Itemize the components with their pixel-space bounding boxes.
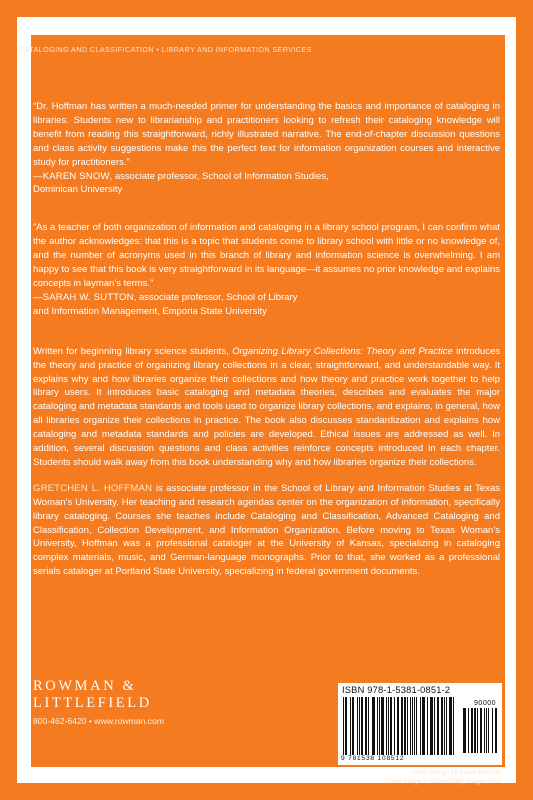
barcode-bar [432,697,433,755]
barcode-bar [414,697,415,755]
endorsement-quote [33,221,500,318]
book-description [33,345,500,470]
back-cover-content [33,100,500,579]
barcode-bar [420,697,421,755]
barcode-bar [446,697,447,755]
publisher-contact: 800-462-6420 • www.rowman.com [33,716,165,726]
price-code: 90000 [474,700,496,707]
barcode-bar [465,708,466,753]
barcode-bar [405,697,406,755]
reviewer-name: —KAREN SNOW [33,170,110,182]
barcode-bar [468,708,469,753]
barcode-bar [383,697,384,755]
isbn-barcode [338,683,502,765]
barcode-bar [463,708,464,753]
quote-attribution [33,291,500,319]
barcode-bar [442,697,443,755]
book-title: Organizing Library Collections: Theory and Practice [232,345,453,357]
cover-image-credit: Cover image © iStock/Getty Images Plus [385,778,501,785]
isbn-number: ISBN 978-1-5381-0851-2 [342,685,451,695]
barcode-bar [374,697,375,755]
barcode-bar [477,708,478,753]
barcode-bar [368,697,369,755]
reviewer-affiliation: , associate professor, School of Library [133,291,298,303]
barcode-bar [486,708,487,753]
publisher-name-line1: ROWMAN & [33,678,137,694]
barcode-bar [451,697,452,755]
barcode-bar [381,697,382,755]
barcode-bar [450,697,451,755]
barcode-bar [365,697,366,755]
price-barcode-bars [463,708,497,753]
barcode-bar [438,697,439,755]
endorsement-quote [33,100,500,197]
barcode-bar [361,697,362,755]
barcode-bar [343,697,344,755]
barcode-bar [427,697,428,755]
barcode-bar [423,697,424,755]
barcode-bar [350,697,351,755]
barcode-bar [495,708,496,753]
barcode-bar [480,708,481,753]
barcode-bar [488,708,489,753]
barcode-bar [398,697,399,755]
barcode-bar [437,697,438,755]
author-bio [33,482,500,579]
barcode-bar [481,708,482,753]
barcode-bar [453,697,454,755]
barcode-bar [366,697,367,755]
barcode-bar [407,697,408,755]
barcode-bar [404,697,405,755]
barcode-bar [377,697,378,755]
barcode-bar [441,697,442,755]
description-intro: Written for beginning library science students, [33,345,233,357]
barcode-bar [430,697,431,755]
barcode-bar [386,697,387,755]
barcode-bar [464,708,465,753]
publisher-block [33,678,164,726]
barcode-bar [496,708,497,753]
barcode-bar [379,697,380,755]
barcode-bar [388,697,389,755]
barcode-bar [372,697,373,755]
author-bio-text: is associate professor in the School of Library and Information Studies at Texas Woman’s University. Her teaching and research agendas center on the organization of information, specifically library cataloging. Courses she teaches include Cataloging and Classification, Advanced Cataloging and Classification, Collection Development, and Information Organization. Before moving to Texas Woman’s University, Hoffman was a professional cataloger at the University of Kansas, specializing in cataloging complex materials, music, and German-language monographs. Prior to that, she worked as a professional serials cataloger at Portland State University, specializing in federal government documents. [33,482,500,578]
barcode-bar [410,697,411,755]
barcode-bar [475,708,476,753]
barcode-bar [416,697,417,755]
barcode-bar [390,697,391,755]
reviewer-affiliation-line2: and Information Management, Emporia State University [33,305,267,317]
barcode-bar [471,708,472,753]
category-label: CATALOGING AND CLASSIFICATION • LIBRARY AND INFORMATION SERVICES [19,45,312,54]
barcode-bar [397,697,398,755]
barcode-bar [373,697,374,755]
reviewer-affiliation: , associate professor, School of Information Studies, [109,170,329,182]
barcode-bar [346,697,347,755]
barcode-bar [412,697,413,755]
cover-design-credit: Cover design by Sarah Marizan [411,769,501,776]
publisher-name-line2: LITTLEFIELD [33,695,152,711]
description-body: introduces the theory and practice of organizing library collections in a clear, straightforward, and understandable way. It explains why and how libraries organize their collections and how theory and practice work together to help library users. It introduces basic cataloging and metadata theories, describes and evaluates the major cataloging and metadata standards and tools used to organize library collections, and explains, in general, how all libraries organize their collections in practice. The book also discusses standardization and explains how cataloging and metadata standards and policies are developed. Ethical issues are addressed as well. In addition, several discussion questions and class activities reinforce concepts introduced in each chapter. Students should walk away from this book understanding why and how libraries organize their collections. [33,345,501,468]
publisher-logo [33,678,164,712]
cover-credits [385,768,501,786]
barcode-digits: 9 781538 108512 [341,755,405,762]
barcode-bar [422,697,423,755]
barcode-bar [352,697,353,755]
quote-text: “Dr. Hoffman has written a much-needed primer for understanding the basics and importance of cataloging in libraries. Students new to librarianship and practitioners looking to refresh their cataloging knowledge will benefit from reading this straightforward, richly illustrated narrative. The end-of-chapter discussion questions and class activity suggestions make this the perfect text for information organization courses and interactive study for practitioners.” [33,101,500,168]
barcode-bar [431,697,432,755]
barcode-bar [359,697,360,755]
barcode-bar [492,708,493,753]
quote-text: “As a teacher of both organization of information and cataloging in a library school program, I can confirm what the author acknowledges: that this is a topic that students come to library school with little or no knowledge of, and the number of acronyms used in this branch of library and information science is overwhelming. I am happy to see that this book is very straightforward in its language—it assumes no prior knowledge and explains concepts in layman’s terms.” [33,222,500,289]
barcode-bar [424,697,425,755]
quote-attribution [33,170,500,198]
barcode-bar [402,697,403,755]
barcode-bar [394,697,395,755]
reviewer-affiliation-line2: Dominican University [33,184,123,196]
barcode-bar [484,708,485,753]
barcode-bar [353,697,354,755]
barcode-bars [343,697,455,755]
barcode-bar [362,697,363,755]
barcode-bar [401,697,402,755]
barcode-bar [434,697,435,755]
barcode-bar [472,708,473,753]
barcode-bar [444,697,445,755]
barcode-bar [357,697,358,755]
reviewer-name: —SARAH W. SUTTON [33,291,134,303]
barcode-bar [391,697,392,755]
barcode-bar [345,697,346,755]
barcode-bar [449,697,450,755]
barcode-bar [382,697,383,755]
barcode-bar [474,708,475,753]
author-name: GRETCHEN L. HOFFMAN [33,482,153,494]
